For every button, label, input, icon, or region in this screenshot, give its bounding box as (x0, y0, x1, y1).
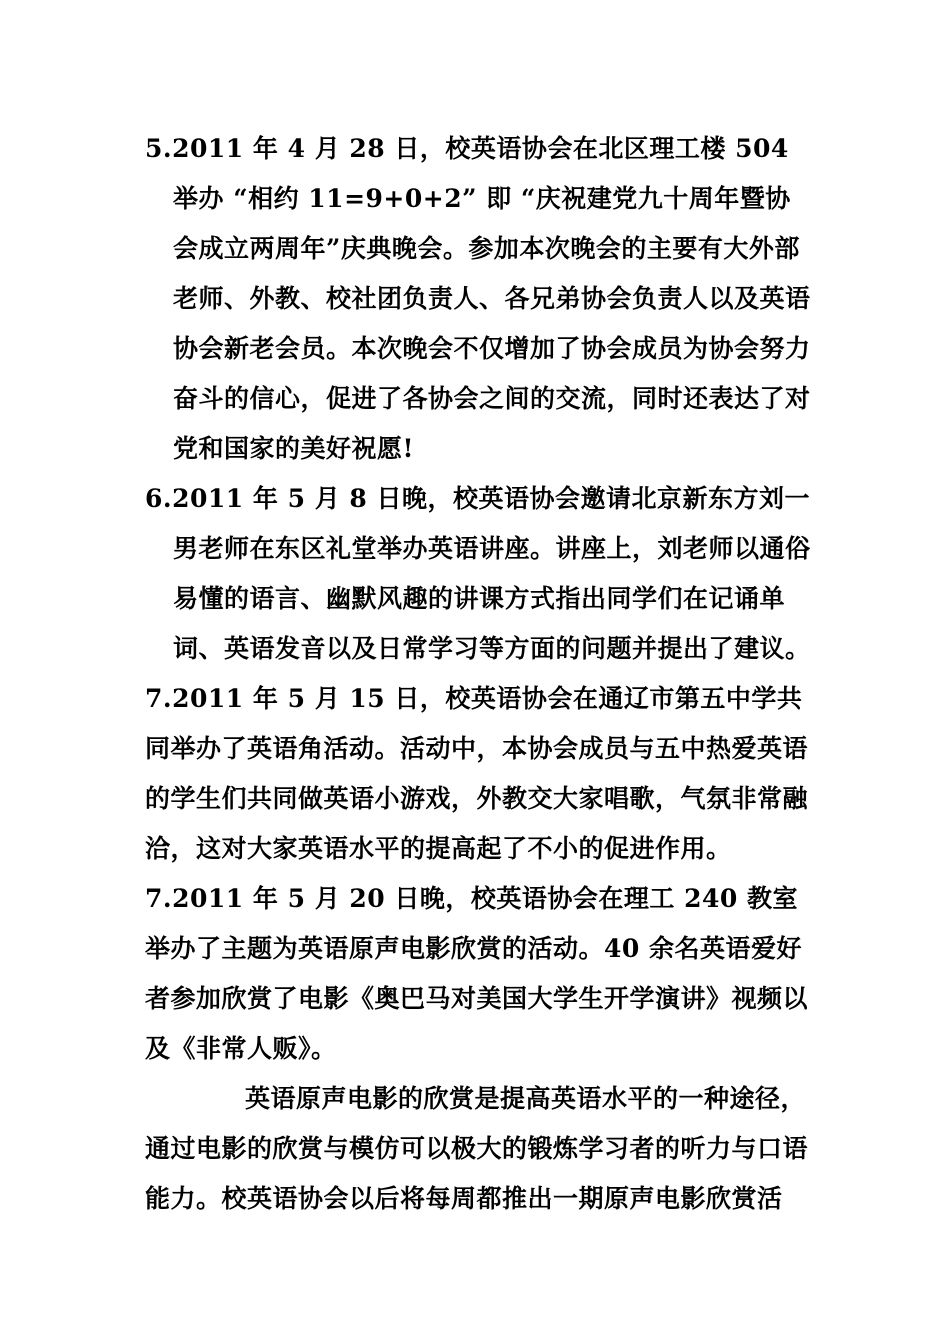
list-item-5 (145, 124, 815, 474)
list-number: 7. (145, 884, 173, 913)
list-item-6 (145, 474, 815, 674)
list-item-7a (145, 674, 815, 874)
list-text: 2011 年 5 月 15 日，校英语协会在通辽市第五中学共同举办了英语角活动。活动中，本协会成员与五中热爱英语的学生们共同做英语小游戏，外教交大家唱歌，气氛非常融洽，这对大家英语水平的提高起了不小的促进作用。 (145, 684, 809, 863)
closing-paragraph: 英语原声电影的欣赏是提高英语水平的一种途径，通过电影的欣赏与模仿可以极大的锻炼学习者的听力与口语能力。校英语协会以后将每周都推出一期原声电影欣赏活 (145, 1084, 809, 1213)
document-body (145, 124, 815, 1224)
list-text: 2011 年 4 月 28 日，校英语协会在北区理工楼 504 举办 “相约 11=9+0+2” 即 “庆祝建党九十周年暨协会成立两周年”庆典晚会。参加本次晚会的主要有大外部老师、外教、校社团负责人、各兄弟协会负责人以及英语协会新老会员。本次晚会不仅增加了协会成员为协会努力奋斗的信心，促进了各协会之间的交流，同时还表达了对党和国家的美好祝愿! (172, 134, 811, 463)
list-number: 6. (145, 484, 173, 513)
list-number: 5. (145, 134, 173, 163)
list-number: 7. (145, 684, 173, 713)
list-text: 2011 年 5 月 8 日晚，校英语协会邀请北京新东方刘一男老师在东区礼堂举办英语讲座。讲座上，刘老师以通俗易懂的语言、幽默风趣的讲课方式指出同学们在记诵单词、英语发音以及日常学习等方面的问题并提出了建议。 (172, 484, 811, 663)
list-item-7b (145, 874, 815, 1074)
list-text: 2011 年 5 月 20 日晚，校英语协会在理工 240 教室举办了主题为英语原声电影欣赏的活动。40 余名英语爱好者参加欣赏了电影《奥巴马对美国大学生开学演讲》视频以及《非常人贩》。 (145, 884, 809, 1063)
